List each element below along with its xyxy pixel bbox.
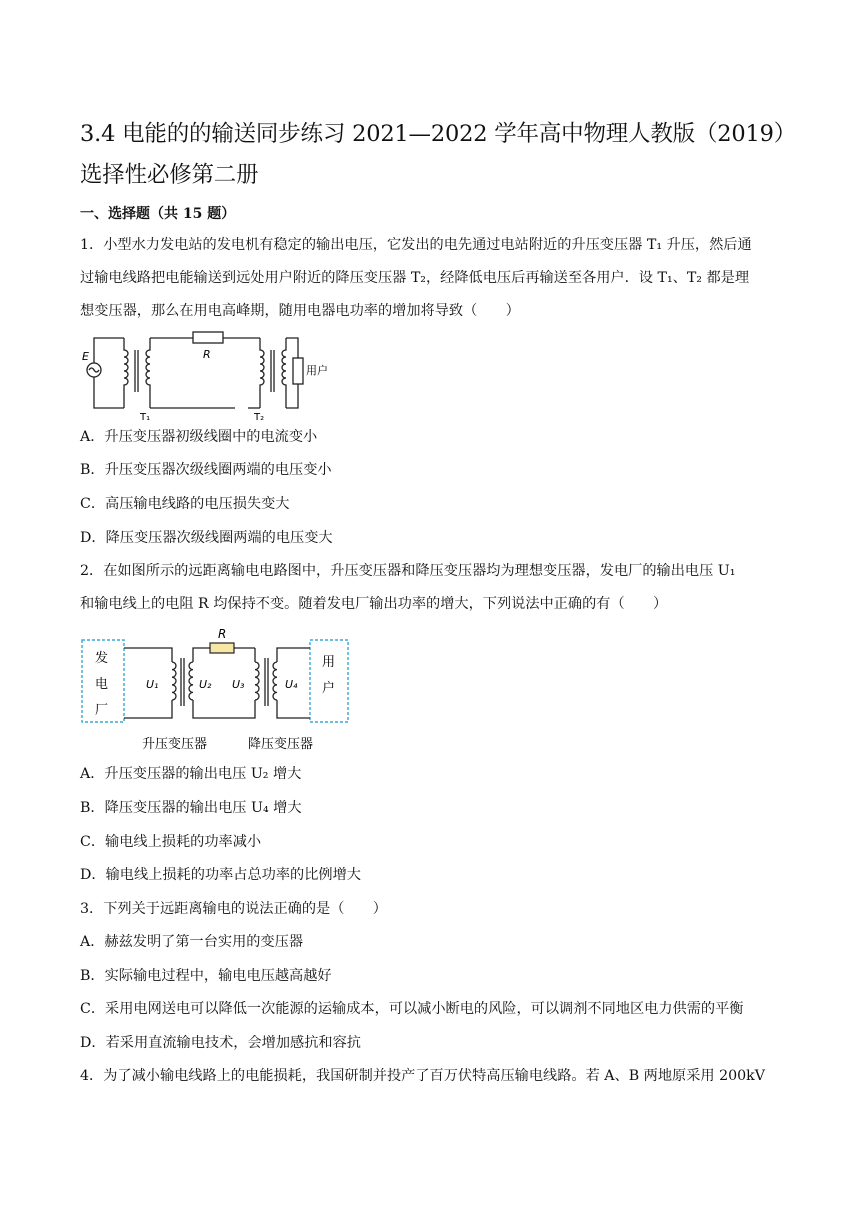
q1-stem-line-1: 1．小型水力发电站的发电机有稳定的输出电压，它发出的电先通过电站附近的升压变压器 T₁ 升压，然后通 [80, 237, 752, 253]
q3-option-d: D．若采用直流输电技术，会增加感抗和容抗 [80, 1035, 361, 1051]
q1-option-c: C．高压输电线路的电压损失变大 [80, 496, 290, 512]
q2-plant-char-1: 发 [95, 651, 109, 666]
q2-user-char-2: 户 [322, 681, 336, 696]
q2-label-step-down: 降压变压器 [248, 737, 314, 752]
q1-stem-line-3: 想变压器，那么在用电高峰期，随用电器电功率的增加将导致（ ） [80, 303, 520, 319]
q2-label-U1: U₁ [146, 678, 159, 691]
document-title-line-1: 3.4 电能的的输送同步练习 2021—2022 学年高中物理人教版（2019） [80, 121, 797, 147]
q3-option-b: B．实际输电过程中，输电电压越高越好 [80, 968, 332, 984]
q2-resistor [210, 643, 234, 653]
q1-label-user: 用户 [306, 364, 328, 377]
q2-plant-char-3: 厂 [95, 703, 109, 718]
q1-option-d: D．降压变压器次级线圈两端的电压变大 [80, 530, 333, 546]
section-heading: 一、选择题（共 15 题） [80, 206, 236, 222]
q2-label-U4: U₄ [285, 678, 298, 691]
q2-label-U2: U₂ [199, 678, 212, 691]
q1-circuit-diagram [80, 328, 342, 420]
q2-option-b: B．降压变压器的输出电压 U₄ 增大 [80, 800, 302, 816]
q2-label-U3: U₃ [232, 678, 245, 691]
q1-label-R: R [203, 348, 211, 361]
q3-option-c: C．采用电网送电可以降低一次能源的运输成本，可以减小断电的风险，可以调剂不同地区电力供需的平衡 [80, 1001, 744, 1017]
q1-label-T1: T₁ [140, 412, 151, 420]
q2-plant-char-2: 电 [95, 677, 109, 692]
q1-label-E: E [82, 350, 89, 363]
document-title-line-2: 选择性必修第二册 [80, 162, 259, 188]
q2-stem-line-2: 和输电线上的电阻 R 均保持不变。随着发电厂输出功率的增大，下列说法中正确的有（ ） [80, 596, 668, 612]
q2-user-char-1: 用 [322, 655, 336, 670]
q3-stem-line-1: 3．下列关于远距离输电的说法正确的是（ ） [80, 901, 387, 917]
q1-label-T2: T₂ [254, 412, 265, 420]
q1-option-b: B．升压变压器次级线圈两端的电压变小 [80, 462, 332, 478]
q4-stem-line-1: 4．为了减小输电线路上的电能损耗，我国研制并投产了百万伏特高压输电线路。若 A、B 两地原采用 200kV [80, 1068, 766, 1084]
q2-option-d: D．输电线上损耗的功率占总功率的比例增大 [80, 867, 361, 883]
q2-label-R: R [218, 627, 227, 641]
q2-stem-line-1: 2．在如图所示的远距离输电电路图中，升压变压器和降压变压器均为理想变压器，发电厂的输出电压 U₁ [80, 563, 736, 579]
q2-circuit-diagram [80, 626, 352, 756]
q2-option-c: C．输电线上损耗的功率减小 [80, 834, 262, 850]
q2-option-a: A．升压变压器的输出电压 U₂ 增大 [80, 766, 302, 782]
q2-label-step-up: 升压变压器 [142, 737, 208, 752]
q1-stem-line-2: 过输电线路把电能输送到远处用户附近的降压变压器 T₂，经降低电压后再输送至各用户．设 T₁、T₂ 都是理 [80, 270, 750, 286]
q1-option-a: A．升压变压器初级线圈中的电流变小 [80, 429, 318, 445]
q3-option-a: A．赫兹发明了第一台实用的变压器 [80, 934, 304, 950]
